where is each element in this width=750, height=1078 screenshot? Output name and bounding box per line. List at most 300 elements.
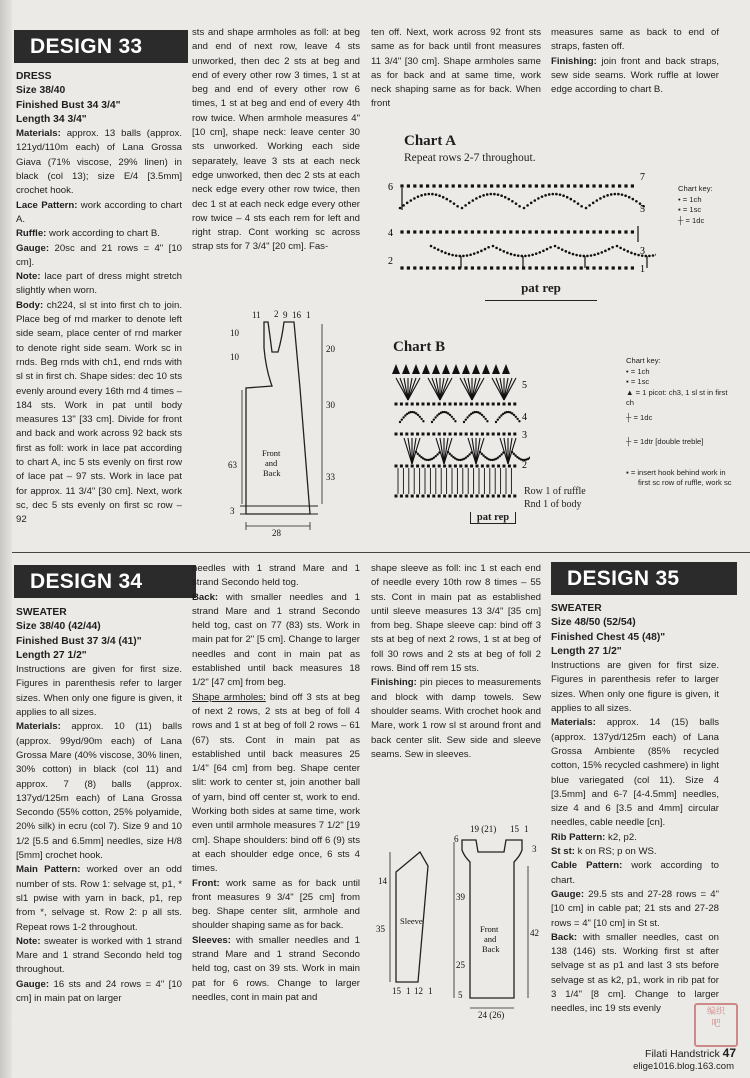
sc-mark bbox=[464, 184, 467, 187]
d35-para-8: Cable Pattern: work according to chart. bbox=[551, 860, 719, 886]
dtr-mark bbox=[472, 438, 476, 464]
sc-mark bbox=[503, 465, 506, 468]
ch-mark bbox=[456, 205, 459, 208]
sc-mark bbox=[548, 266, 551, 269]
ch-mark bbox=[436, 453, 438, 455]
sc-mark bbox=[486, 403, 489, 406]
sc-mark bbox=[443, 495, 446, 498]
picot-mark bbox=[422, 364, 430, 374]
ch-mark bbox=[506, 252, 509, 255]
sc-mark bbox=[439, 230, 442, 233]
ch-mark bbox=[554, 245, 557, 248]
ch-mark bbox=[465, 418, 467, 420]
sc-mark bbox=[508, 465, 511, 468]
ch-mark bbox=[568, 252, 571, 255]
sc-mark bbox=[427, 495, 430, 498]
sc-mark bbox=[476, 403, 479, 406]
ch-mark bbox=[621, 193, 624, 196]
d34c2-para-2: Shape armholes: bind off 3 sts at beg of next 2 rows, 2 sts at beg of foll 4 rows and 1 st at beg of foll 2 rows – 61 (67) sts. Cont in main pat as established until back measures 25 1/4" [64 cm] from beg. Shape center slit: work to center st, join another ball of yarn, bind off center st, work to end. Working both sides at same time, work even until armhole measures 7 1/2" [19 cm]. Shape shoulders: bind off 6 (9) sts at each shoulder edge once, 6 sts 4 times. bbox=[192, 691, 361, 875]
ch-mark bbox=[406, 202, 409, 205]
sc-mark bbox=[470, 465, 473, 468]
sc-mark bbox=[400, 184, 403, 187]
ch-mark bbox=[541, 195, 544, 198]
d34c2-para-4: Sleeves: with smaller needles and 1 strand Mare and 1 strand Secondo held tog, cast on 39 sts. Work in main pat for 6 rows. Change to larger needles, cont in main pat and bbox=[192, 934, 360, 1003]
d35-para-10: Back: with smaller needles, cast on 138 (146) sts. Working first st after selvage st as p1 and last 3 sts before selvage st as k2, p1, work in rib pat for 3 1/4" [8 cm]. Change to larger needles, inc 19 sts evenly bbox=[551, 931, 719, 1015]
keyb-insert: = insert hook behind work in first sc row of ruffle, work sc bbox=[630, 467, 732, 487]
ch-mark bbox=[516, 418, 518, 420]
ch-mark bbox=[531, 253, 534, 256]
sc-mark bbox=[407, 184, 410, 187]
watermark-seal: 编织 吧 bbox=[694, 1003, 738, 1047]
dim-1: 1 bbox=[306, 310, 311, 320]
sc-mark bbox=[522, 230, 525, 233]
ch-mark bbox=[580, 205, 583, 208]
picot-mark bbox=[412, 364, 420, 374]
sc-mark bbox=[426, 266, 429, 269]
d33-para-7: Gauge: 20sc and 21 rows = 4" [10 cm]. bbox=[16, 242, 182, 268]
ch-mark bbox=[413, 197, 416, 200]
sc-mark bbox=[535, 184, 538, 187]
sc-mark bbox=[420, 230, 423, 233]
dim-63: 63 bbox=[228, 460, 237, 470]
sc-mark bbox=[586, 266, 589, 269]
ch-mark bbox=[616, 245, 619, 248]
picot-mark bbox=[452, 364, 460, 374]
sc-mark bbox=[490, 266, 493, 269]
ch-mark bbox=[477, 251, 480, 254]
sc-mark bbox=[416, 433, 419, 436]
ch-mark bbox=[446, 198, 449, 201]
ch-mark bbox=[624, 194, 627, 197]
ch-mark bbox=[399, 207, 402, 210]
sc-mark bbox=[631, 184, 634, 187]
row-7: 7 bbox=[640, 172, 645, 183]
sc-mark bbox=[503, 266, 506, 269]
label-front: Front bbox=[262, 448, 281, 458]
front-dim-39: 39 bbox=[456, 892, 465, 902]
ch-mark bbox=[617, 193, 620, 196]
sc-mark bbox=[464, 266, 467, 269]
sc-mark bbox=[449, 465, 452, 468]
ch-mark bbox=[435, 455, 437, 457]
ch-mark bbox=[655, 253, 656, 256]
label-front-b: Front bbox=[480, 924, 499, 934]
ch-mark bbox=[431, 193, 434, 196]
front-dim-3: 3 bbox=[532, 844, 537, 854]
d34-para-5: Materials: approx. 10 (11) balls (approx. 99yd/90m each) of Lana Grossa Mare (40% viscose, 30% linen, 30% cotton) in black (col 11) and approx. 7 (8) balls (approx. 137yd/125m each) of Lana Grossa Secondo (55% cotton, 25% polyamide, 20% silk) in ecru (col 7). Size 9 and 10 1/2 [5.5 and 6.5mm] needles, size H/8 [5mm] crochet hook. bbox=[16, 721, 182, 862]
d33-para-2: Finished Bust 34 3/4" bbox=[16, 99, 121, 111]
sc-mark bbox=[624, 266, 627, 269]
d35-para-3: Length 27 1/2" bbox=[551, 645, 622, 657]
d33c4-para-1: Finishing: join front and back straps, sew side seams. Work ruffle at lower edge according to chart B. bbox=[551, 55, 719, 96]
front-dim-5: 5 bbox=[458, 990, 463, 1000]
label-back-b: Back bbox=[482, 944, 500, 954]
sc-mark bbox=[567, 184, 570, 187]
ch-mark bbox=[450, 454, 452, 456]
sc-mark bbox=[481, 465, 484, 468]
sc-mark bbox=[599, 266, 602, 269]
d34-para-3: Length 27 1/2" bbox=[16, 649, 87, 661]
ch-mark bbox=[549, 246, 552, 249]
sc-mark bbox=[465, 465, 468, 468]
dim-10a: 10 bbox=[230, 328, 239, 338]
sc-mark bbox=[528, 266, 531, 269]
d35-para-0: SWEATER bbox=[551, 603, 602, 614]
ch-mark bbox=[586, 255, 589, 258]
b-row-4: 4 bbox=[522, 412, 527, 423]
sc-mark bbox=[481, 495, 484, 498]
sc-mark bbox=[420, 266, 423, 269]
chart-a-pat-rep: pat rep bbox=[485, 280, 597, 301]
ch-mark bbox=[601, 251, 604, 254]
sc-mark bbox=[481, 433, 484, 436]
ch-mark bbox=[486, 193, 489, 196]
sc-mark bbox=[400, 266, 403, 269]
ch-mark bbox=[590, 254, 593, 257]
ch-mark bbox=[570, 198, 573, 201]
sc-mark bbox=[573, 184, 576, 187]
d34-para-7: Note: sweater is worked with 1 strand Mare and 1 strand Secondo held tog throughout. bbox=[16, 935, 182, 976]
ch-mark bbox=[451, 254, 454, 257]
ch-mark bbox=[635, 200, 638, 203]
sc-mark bbox=[484, 184, 487, 187]
ch-mark bbox=[454, 420, 456, 422]
keyb-ch: = 1ch bbox=[630, 366, 650, 376]
ch-mark bbox=[603, 195, 606, 198]
chart-b-pat-rep: pat rep bbox=[470, 512, 516, 524]
sc-mark bbox=[443, 465, 446, 468]
ch-mark bbox=[497, 418, 499, 420]
sc-mark bbox=[605, 184, 608, 187]
sc-mark bbox=[454, 465, 457, 468]
sc-mark bbox=[459, 495, 462, 498]
sc-mark bbox=[452, 230, 455, 233]
ch-mark bbox=[453, 202, 456, 205]
ch-mark bbox=[463, 421, 465, 423]
sc-mark bbox=[486, 465, 489, 468]
row-6: 6 bbox=[388, 182, 393, 193]
dim-mid: 2 bbox=[274, 309, 279, 319]
dtr-mark bbox=[504, 438, 508, 464]
ch-mark bbox=[500, 414, 502, 416]
ch-mark bbox=[606, 194, 609, 197]
ch-mark bbox=[455, 254, 458, 257]
dc-fan bbox=[496, 378, 504, 400]
ch-mark bbox=[628, 196, 631, 199]
d34c2-para-3: Front: work same as for back until front measures 9 3/4" [25 cm] from beg. Shape center slit, armhole and shoulder shaping same as for back. bbox=[192, 877, 360, 932]
ch-mark bbox=[513, 414, 515, 416]
d33-para-1: Size 38/40 bbox=[16, 85, 66, 97]
picot-mark bbox=[462, 364, 470, 374]
sc-mark bbox=[413, 230, 416, 233]
design-34-column-2 bbox=[192, 562, 360, 1005]
sc-mark bbox=[452, 266, 455, 269]
sc-mark bbox=[612, 230, 615, 233]
sc-mark bbox=[605, 266, 608, 269]
ch-mark bbox=[451, 416, 453, 418]
sc-mark bbox=[470, 433, 473, 436]
design-33-column-3 bbox=[371, 26, 541, 112]
sc-mark bbox=[405, 495, 408, 498]
sleeve-dim-35: 35 bbox=[376, 924, 385, 934]
sc-mark bbox=[449, 495, 452, 498]
sc-mark bbox=[459, 465, 462, 468]
dtr-mark bbox=[408, 438, 412, 464]
sc-mark bbox=[471, 184, 474, 187]
ch-mark bbox=[466, 416, 468, 418]
sc-mark bbox=[438, 495, 441, 498]
sc-mark bbox=[516, 230, 519, 233]
sc-mark bbox=[541, 230, 544, 233]
ch-mark bbox=[504, 196, 507, 199]
sc-mark bbox=[492, 495, 495, 498]
sc-mark bbox=[535, 230, 538, 233]
sc-mark bbox=[513, 495, 516, 498]
d35-para-4: Instructions are given for first size. Figures in parenthesis refer to larger sizes. When only one figure is given, it applies to all sizes. bbox=[551, 660, 719, 715]
ch-mark bbox=[627, 250, 630, 253]
ch-mark bbox=[514, 454, 516, 456]
sc-mark bbox=[407, 266, 410, 269]
ch-mark bbox=[418, 454, 420, 456]
sc-mark bbox=[586, 184, 589, 187]
ch-mark bbox=[468, 453, 470, 455]
sc-mark bbox=[413, 266, 416, 269]
ch-mark bbox=[462, 255, 465, 258]
sc-mark bbox=[503, 495, 506, 498]
sc-mark bbox=[407, 230, 410, 233]
ch-mark bbox=[588, 204, 591, 207]
sc-mark bbox=[416, 465, 419, 468]
sc-mark bbox=[422, 433, 425, 436]
ch-mark bbox=[500, 453, 502, 455]
dc-fan bbox=[400, 378, 408, 400]
row-2: 2 bbox=[388, 256, 393, 267]
ch-mark bbox=[417, 195, 420, 198]
ch-mark bbox=[510, 253, 513, 256]
sc-mark bbox=[509, 266, 512, 269]
sc-mark bbox=[459, 403, 462, 406]
ch-mark bbox=[482, 194, 485, 197]
sc-mark bbox=[426, 184, 429, 187]
sc-mark bbox=[477, 230, 480, 233]
ch-mark bbox=[467, 455, 469, 457]
ch-mark bbox=[534, 199, 537, 202]
ch-mark bbox=[511, 451, 513, 453]
d35-para-1: Size 48/50 (52/54) bbox=[551, 617, 636, 629]
chart-b-key: Chart key: • = 1ch ▪ = 1sc ▲ = 1 picot: ch3, 1 sl st in first ch ┼ = 1dc ┼ = 1dtr [double treble] ▪ = insert hook behind work in first sc row of ruffle, work sc bbox=[626, 356, 736, 489]
sc-mark bbox=[465, 495, 468, 498]
ch-mark bbox=[630, 252, 633, 255]
sc-mark bbox=[586, 230, 589, 233]
sc-mark bbox=[411, 495, 414, 498]
ch-mark bbox=[435, 193, 438, 196]
ch-mark bbox=[503, 250, 506, 253]
d33c4-para-0: measures same as back to end of straps, fasten off. bbox=[551, 27, 719, 53]
design-33-column-1 bbox=[16, 70, 182, 528]
keyb-sc: = 1sc bbox=[630, 377, 650, 386]
sc-mark bbox=[454, 433, 457, 436]
page-footer bbox=[645, 1046, 736, 1060]
sc-mark bbox=[400, 403, 403, 406]
ch-mark bbox=[420, 194, 423, 197]
ch-mark bbox=[424, 193, 427, 196]
d34-para-8: Gauge: 16 sts and 24 rows = 4" [10 cm] in main pat on larger bbox=[16, 978, 182, 1005]
key-ch: = 1ch bbox=[682, 194, 702, 204]
sc-mark bbox=[476, 495, 479, 498]
ch-mark bbox=[577, 202, 580, 205]
sc-mark bbox=[497, 433, 500, 436]
key-dc: = 1dc bbox=[685, 215, 705, 225]
sc-mark bbox=[528, 184, 531, 187]
sc-mark bbox=[554, 266, 557, 269]
sc-mark bbox=[432, 495, 435, 498]
d34-para-2: Finished Bust 37 3/4 (41)" bbox=[16, 635, 142, 647]
ch-mark bbox=[431, 421, 433, 423]
ch-mark bbox=[623, 248, 626, 251]
front-dim-25: 25 bbox=[456, 960, 465, 970]
sc-mark bbox=[411, 403, 414, 406]
sc-mark bbox=[438, 465, 441, 468]
ch-mark bbox=[524, 255, 527, 258]
ch-mark bbox=[526, 204, 529, 207]
chart-a-key-title: Chart key: bbox=[678, 184, 713, 193]
sc-mark bbox=[592, 230, 595, 233]
design-33-column-4 bbox=[551, 26, 719, 97]
sc-mark bbox=[624, 230, 627, 233]
chart-b-title: Chart B bbox=[393, 339, 446, 355]
sc-mark bbox=[490, 184, 493, 187]
ch-mark bbox=[466, 254, 469, 257]
ch-mark bbox=[552, 193, 555, 196]
ch-mark bbox=[493, 193, 496, 196]
ch-mark bbox=[573, 200, 576, 203]
sc-mark bbox=[471, 230, 474, 233]
ch-mark bbox=[422, 420, 424, 422]
sc-mark bbox=[567, 230, 570, 233]
sc-mark bbox=[432, 403, 435, 406]
d35-para-6: Rib Pattern: k2, p2. bbox=[551, 831, 637, 843]
sc-mark bbox=[592, 266, 595, 269]
ch-mark bbox=[404, 414, 406, 416]
sc-mark bbox=[422, 465, 425, 468]
ch-mark bbox=[410, 199, 413, 202]
dtr-mark bbox=[500, 438, 508, 464]
keyb-dc: = 1dc bbox=[633, 412, 653, 422]
sc-mark bbox=[599, 184, 602, 187]
d33-para-0: DRESS bbox=[16, 71, 52, 82]
dtr-mark bbox=[404, 438, 412, 464]
sc-mark bbox=[445, 230, 448, 233]
sc-mark bbox=[470, 403, 473, 406]
keyb-dtr: = 1dtr [double treble] bbox=[633, 437, 704, 446]
ch-mark bbox=[604, 250, 607, 253]
sc-mark bbox=[458, 230, 461, 233]
page-gutter-shadow bbox=[0, 0, 12, 1078]
sc-mark bbox=[458, 184, 461, 187]
design-35-column-1 bbox=[551, 602, 719, 1017]
sc-mark bbox=[395, 495, 398, 498]
sleeve-label: Sleeve bbox=[400, 916, 423, 926]
design-33-column-2 bbox=[192, 26, 360, 255]
sc-mark bbox=[573, 266, 576, 269]
ch-mark bbox=[447, 451, 449, 453]
sc-mark bbox=[496, 184, 499, 187]
sc-mark bbox=[400, 495, 403, 498]
sc-mark bbox=[513, 433, 516, 436]
page-number: 47 bbox=[722, 1046, 736, 1060]
ch-mark bbox=[444, 252, 447, 255]
ch-mark bbox=[614, 193, 617, 196]
ch-mark bbox=[417, 414, 419, 416]
dim-30: 30 bbox=[326, 400, 335, 410]
sc-mark bbox=[508, 403, 511, 406]
front-dim-1: 1 bbox=[524, 824, 529, 834]
chart-a-subtitle: Repeat rows 2-7 throughout. bbox=[404, 152, 536, 164]
ch-mark bbox=[419, 416, 421, 418]
dim-33: 33 bbox=[326, 472, 335, 482]
sc-mark bbox=[454, 403, 457, 406]
sc-mark bbox=[492, 403, 495, 406]
sc-mark bbox=[516, 266, 519, 269]
ch-mark bbox=[433, 247, 436, 250]
sc-mark bbox=[465, 403, 468, 406]
row-3: 3 bbox=[640, 246, 645, 257]
ch-mark bbox=[596, 199, 599, 202]
picot-mark bbox=[492, 364, 500, 374]
sc-mark bbox=[405, 403, 408, 406]
dim-20: 20 bbox=[326, 344, 335, 354]
d34c3-para-0: shape sleeve as foll: inc 1 st each end of needle every 10th row 8 times – 55 sts. Cont in main pat as established until sleeve measures 13 3/4" [35 cm] from beg. Shape sleeve cap: bind off 3 sts at beg of next 2 rows, 1 st at beg of foll 30 rows and 2 sts at beg of foll 2 rows. Bind off rem 15 sts. bbox=[371, 563, 541, 675]
sc-mark bbox=[422, 403, 425, 406]
ch-mark bbox=[575, 254, 578, 257]
dim-top: 11 bbox=[252, 310, 261, 320]
sc-mark bbox=[541, 266, 544, 269]
sc-mark bbox=[477, 184, 480, 187]
sc-mark bbox=[411, 465, 414, 468]
ch-mark bbox=[434, 416, 436, 418]
sc-mark bbox=[427, 403, 430, 406]
sc-mark bbox=[465, 433, 468, 436]
sc-mark bbox=[573, 230, 576, 233]
ch-mark bbox=[420, 418, 422, 420]
sc-mark bbox=[470, 495, 473, 498]
sc-mark bbox=[459, 433, 462, 436]
sc-mark bbox=[497, 495, 500, 498]
sc-mark bbox=[443, 433, 446, 436]
sc-mark bbox=[599, 230, 602, 233]
ch-mark bbox=[555, 193, 558, 196]
label-and-b: and bbox=[484, 934, 497, 944]
dtr-mark bbox=[436, 438, 444, 464]
dress-schematic bbox=[222, 308, 352, 540]
front-dim-bottom: 24 (26) bbox=[478, 1010, 505, 1020]
ch-mark bbox=[518, 420, 520, 422]
ch-mark bbox=[436, 414, 438, 416]
ch-mark bbox=[464, 204, 467, 207]
chart-b-key-title: Chart key: bbox=[626, 356, 661, 365]
sc-mark bbox=[513, 403, 516, 406]
d35-para-2: Finished Chest 45 (48)" bbox=[551, 631, 666, 643]
row-4: 4 bbox=[388, 228, 393, 239]
dim-3: 3 bbox=[230, 506, 235, 516]
sc-mark bbox=[454, 495, 457, 498]
ch-mark bbox=[548, 193, 551, 196]
ch-mark bbox=[500, 194, 503, 197]
ch-mark bbox=[539, 251, 542, 254]
sc-mark bbox=[554, 184, 557, 187]
ch-mark bbox=[401, 418, 403, 420]
key-sc: = 1sc bbox=[682, 205, 702, 214]
